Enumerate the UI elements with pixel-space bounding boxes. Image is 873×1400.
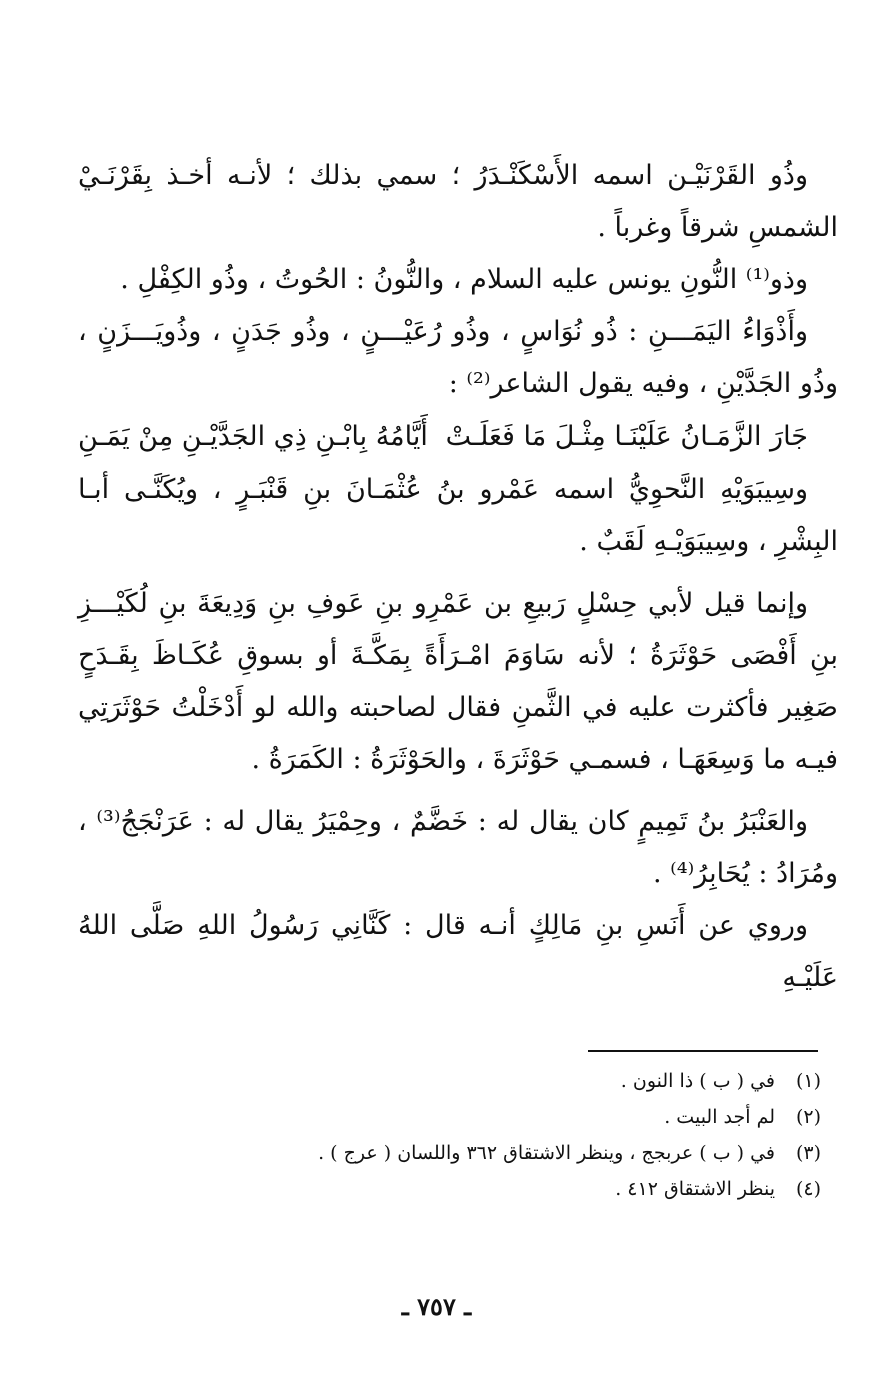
paragraph-sibawayh: وسِيبَوَيْهِ النَّحوِيُّ اسمه عَمْرو بنُ عُثْمَـانَ بنِ قَنْبَـرٍ ، ويُكَنَّـى أبـا البِشْرِ ، وسِيبَوَيْـهِ لَقَبٌ .: [78, 474, 838, 557]
poetry-verse: [78, 410, 838, 464]
footnote-item: [101, 1063, 821, 1099]
footnote-item: [101, 1135, 821, 1171]
footnote-text: في ( ب ) عربجج ، وينظر الاشتقاق ٣٦٢ واللسان ( عرج ) .: [318, 1142, 775, 1164]
footnote-number: (٣): [795, 1142, 821, 1164]
footnote-text: لم أجد البيت .: [664, 1106, 775, 1128]
paragraph-dhu-al-nun: وذو⁽¹⁾ النُّونِ يونس عليه السلام ، والنُّونُ : الحُوتُ ، وذُو الكِفْلِ .: [120, 264, 808, 295]
main-text: [78, 150, 838, 1004]
footnote-number: (٤): [795, 1178, 821, 1200]
paragraph-anas-ibn-malik: وروي عن أَنَسِ بنِ مَالِكٍ أنـه قال : كَنَّانِي رَسُولُ اللهِ صَلَّى اللهُ عَلَيْـهِ: [78, 910, 838, 993]
page-number: ـ ٧٥٧ ـ: [401, 1292, 472, 1321]
footnotes: [101, 1063, 821, 1207]
paragraph-dhu-al-qarnayn: وذُو القَرْنَيْـن اسمه الأَسْكَنْـدَرُ ؛ سمي بذلك ؛ لأنـه أخـذ بِقَرْنَـيْ الشمسِ شرقاً وغرباً .: [78, 160, 838, 243]
footnote-separator: [588, 1050, 818, 1052]
paragraph-hawthara: وإنما قيل لأبي حِسْلٍ رَبيعِ بن عَمْرِو بنِ عَوفِ بنِ وَدِيعَةَ بنِ لُكَيْـــزِ بنِ أَفْصَى حَوْثَرَةُ ؛ لأنه سَاوَمَ امْـرَأَةً بِمَكَّـةَ أو بسوقِ عُكَـاظَ بِقَـدَحٍ صَغِير فأكثرت عليه في الثَّمنِ فقال لصاحبته والله لو أَدْخَلْتُ حَوْثَرَتِي فيـه ما وَسِعَهَـا ، فسمـي حَوْثَرَةَ ، والحَوْثَرَةُ : الكَمَرَةُ .: [78, 588, 838, 775]
paragraph-adhwa-al-yaman: وأَذْوَاءُ اليَمَـــنِ : ذُو نُوَاسٍ ، وذُو رُعَيْـــنٍ ، وذُو جَدَنٍ ، وذُويَـــزَنٍ ، وذُو الجَدَّيْنِ ، وفيه يقول الشاعر⁽²⁾ :: [78, 316, 838, 399]
verse-second-hemistich: أَيَّامُهُ بِابْـنِ ذِي الجَدَّيْـنِ مِنْ يَمَـنِ: [78, 421, 428, 452]
footnote-text: ينظر الاشتقاق ٤١٢ .: [615, 1178, 775, 1200]
footnote-item: [101, 1099, 821, 1135]
footnote-number: (١): [795, 1070, 821, 1092]
footnote-text: في ( ب ) ذا النون .: [620, 1070, 775, 1092]
verse-first-hemistich: جَارَ الزَّمَـانُ عَلَيْنَـا مِثْـلَ مَا فَعَلَـتْ: [445, 421, 808, 452]
paragraph-al-anbar: والعَنْبَرُ بنُ تَمِيمٍ كان يقال له : خَضَّمٌ ، وحِمْيَرُ يقال له : عَرَنْجَجُ⁽³⁾ ، ومُرَادُ : يُحَابِرُ⁽⁴⁾ .: [78, 806, 838, 889]
footnote-item: [101, 1171, 821, 1207]
footnote-number: (٢): [795, 1106, 821, 1128]
